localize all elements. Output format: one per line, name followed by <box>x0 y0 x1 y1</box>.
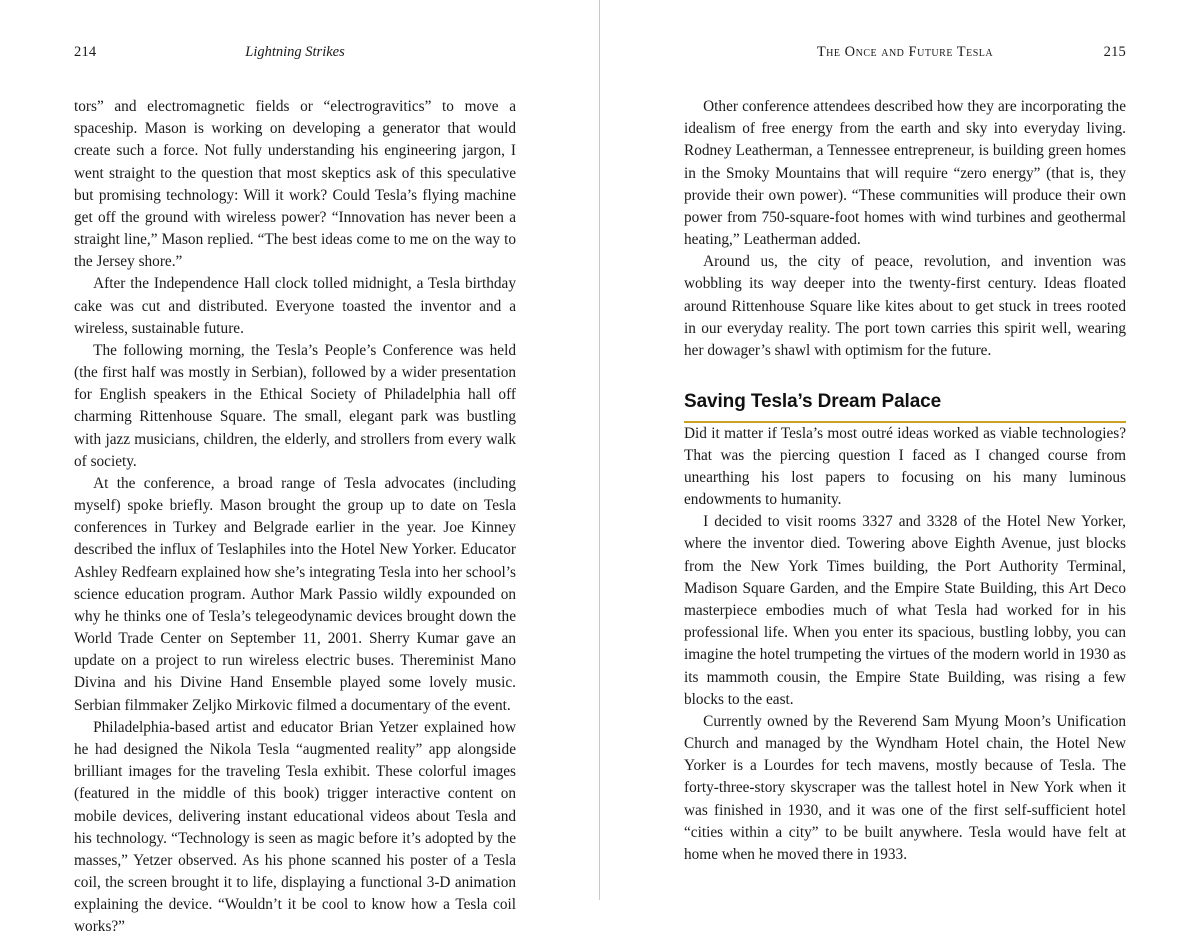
right-page-folio: 215 <box>1103 44 1126 60</box>
right-page-body <box>684 96 1126 866</box>
paragraph: After the Independence Hall clock tolled midnight, a Tesla birthday cake was cut and distributed. Everyone toasted the inventor and a wireless, sustainable future. <box>74 275 516 337</box>
left-page-book-title: Lightning Strikes <box>245 44 345 60</box>
paragraph: Other conference attendees described how they are incorporating the idealism of free energy from the earth and sky into everyday living. Rodney Leatherman, a Tennessee entrepreneur, is building green homes in the Smoky Mountains that will require “zero energy” (that is, they provide their own power). “These communities will produce their own power from 750-square-foot homes with wind turbines and geothermal heating,” Leatherman added. <box>684 98 1126 249</box>
paragraph: tors” and electromagnetic fields or “electrogravitics” to move a spaceship. Mason is working on developing a generator that would create such a force. Not fully understanding his engineering jargon, I went straight to the question that most skeptics ask of this speculative but promising technology: Will it work? Could Tesla’s flying machine get off the ground with wireless power? “Innovation has never been a straight line,” Mason replied. “The best ideas come to me on the way to the Jersey shore.” <box>74 98 516 271</box>
left-page-folio: 214 <box>74 44 97 60</box>
paragraph: Philadelphia-based artist and educator Brian Yetzer explained how he had designed the Nikola Tesla “augmented reality” app alongside brilliant images for the traveling Tesla exhibit. These colorful images (featured in the middle of this book) trigger interactive content on mobile devices, delivering instant educational videos about Tesla and his technology. “Technology is seen as magic before it’s adopted by the masses,” Yetzer observed. As his phone scanned his poster of a Tesla coil, the screen brought it to life, displaying a functional 3-D animation explaining the device. “Wouldn’t it be cool to know how a Tesla coil works?” <box>74 718 516 936</box>
paragraph: At the conference, a broad range of Tesla advocates (including myself) spoke briefly. Mason brought the group up to date on Tesla conferences in Turkey and Belgrade earlier in the year. Joe Kinney described the influx of Teslaphiles into the Hotel New Yorker. Educator Ashley Redfearn explained how she’s integrating Tesla into her school’s science education program. Author Mark Passio wildly expounded on why he thinks one of Tesla’s telegeodynamic devices brought down the World Trade Center on September 11, 2001. Sherry Kumar gave an update on a project to run wireless electric buses. Thereminist Mano Divina and his Divine Hand Ensemble played some lovely music. Serbian filmmaker Zeljko Mirkovic filmed a documentary of the event. <box>74 474 516 714</box>
paragraph: Around us, the city of peace, revolution, and invention was wobbling its way deeper into the twenty-first century. Ideas floated around Rittenhouse Square like kites about to get stuck in trees rooted in our everyday reality. The port town carries this spirit well, wearing her dowager’s shawl with optimism for the future. <box>684 253 1126 359</box>
paragraph: Currently owned by the Reverend Sam Myung Moon’s Unification Church and managed by the Wyndham Hotel chain, the Hotel New Yorker is a Lourdes for tech mavens, mostly because of Tesla. The forty-three-story skyscraper was the tallest hotel in New York when it was finished in 1930, and it was one of the first self-sufficient hotel “cities within a city” to be built anywhere. Tesla would have felt at home when he moved there in 1933. <box>684 712 1126 863</box>
left-page-running-head <box>74 44 516 78</box>
paragraph: I decided to visit rooms 3327 and 3328 of the Hotel New Yorker, where the inventor died. Towering above Eighth Avenue, just blocks from the New York Times building, the Port Authority Terminal, Madison Square Garden, and the Empire State Building, this Art Deco masterpiece embodies much of what Tesla had worked for in his professional life. When you enter its spacious, bustling lobby, you can imagine the hotel trumpeting the virtues of the modern world in 1930 as its mammoth cousin, the Empire State Building, was rising a few blocks to the east. <box>684 513 1126 708</box>
section-heading: Saving Tesla’s Dream Palace <box>684 388 1126 423</box>
paragraph: The following morning, the Tesla’s People’s Conference was held (the first half was mostly in Serbian), followed by a wider presentation for English speakers in the Ethical Society of Philadelphia hall off charming Rittenhouse Square. The small, elegant park was bustling with jazz musicians, children, the elderly, and strollers from every walk of society. <box>74 341 516 470</box>
paragraph: Did it matter if Tesla’s most outré ideas worked as viable technologies? That was the piercing question I faced as I changed course from unearthing his lost papers to focusing on his many luminous endowments to humanity. <box>684 424 1126 509</box>
left-page-body <box>74 96 516 939</box>
right-page-chapter-title: The Once and Future Tesla <box>816 44 994 60</box>
right-page <box>600 0 1200 900</box>
right-page-running-head <box>684 44 1126 78</box>
left-page <box>0 0 600 936</box>
